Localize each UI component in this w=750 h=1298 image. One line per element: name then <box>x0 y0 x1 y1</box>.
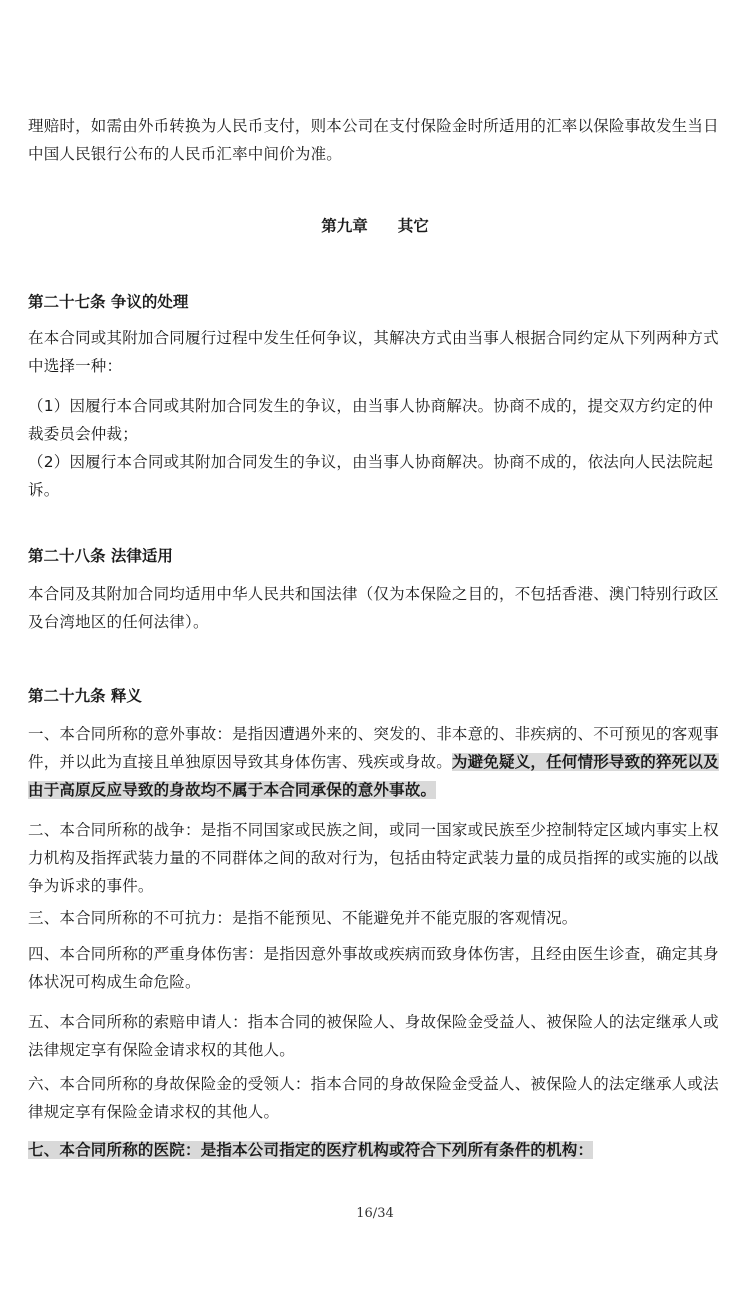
definition-item-1-text: 一、本合同所称的意外事故：是指因遭遇外来的、突发的、非本意的、非疾病的、不可预见的客观事件，并以此为直接且单独原因导致其身体伤害、残疾或身故。 <box>28 725 719 771</box>
definition-item-7 <box>28 1136 724 1164</box>
definition-item-1 <box>28 720 724 804</box>
chapter-number: 第九章 <box>321 217 368 235</box>
chapter-heading <box>0 212 750 240</box>
intro-paragraph: 理赔时，如需由外币转换为人民币支付，则本公司在支付保险金时所适用的汇率以保险事故发生当日中国人民银行公布的人民币汇率中间价为准。 <box>28 117 719 163</box>
definition-item-5: 五、本合同所称的索赔申请人：指本合同的被保险人、身故保险金受益人、被保险人的法定继承人或法律规定享有保险金请求权的其他人。 <box>28 1013 719 1059</box>
article-29-heading: 第二十九条 释义 <box>28 687 142 705</box>
page-number: 16/34 <box>356 1206 394 1221</box>
article-27-heading: 第二十七条 争议的处理 <box>28 293 189 311</box>
article-27-option-1: （1）因履行本合同或其附加合同发生的争议，由当事人协商解决。协商不成的，提交双方约定的仲裁委员会仲裁； <box>28 397 714 443</box>
definition-item-2: 二、本合同所称的战争：是指不同国家或民族之间，或同一国家或民族至少控制特定区域内事实上权力机构及指挥武装力量的不同群体之间的敌对行为，包括由特定武装力量的成员指挥的或实施的以战争为诉求的事件。 <box>28 821 719 895</box>
definition-item-7-highlight: 七、本合同所称的医院：是指本公司指定的医疗机构或符合下列所有条件的机构： <box>28 1141 594 1159</box>
definition-item-4: 四、本合同所称的严重身体伤害：是指因意外事故或疾病而致身体伤害，且经由医生诊查，确定其身体状况可构成生命危险。 <box>28 945 719 991</box>
article-27-option-2: （2）因履行本合同或其附加合同发生的争议，由当事人协商解决。协商不成的，依法向人民法院起诉。 <box>28 453 714 499</box>
article-27-body: 在本合同或其附加合同履行过程中发生任何争议，其解决方式由当事人根据合同约定从下列两种方式中选择一种： <box>28 329 719 375</box>
article-28-body: 本合同及其附加合同均适用中华人民共和国法律（仅为本保险之目的，不包括香港、澳门特别行政区及台湾地区的任何法律）。 <box>28 585 719 631</box>
chapter-title: 其它 <box>397 217 429 235</box>
article-28-heading: 第二十八条 法律适用 <box>28 547 173 565</box>
definition-item-3: 三、本合同所称的不可抗力：是指不能预见、不能避免并不能克服的客观情况。 <box>28 909 578 927</box>
definition-item-6: 六、本合同所称的身故保险金的受领人：指本合同的身故保险金受益人、被保险人的法定继承人或法律规定享有保险金请求权的其他人。 <box>28 1075 719 1121</box>
definition-item-1-highlight: 为避免疑义，任何情形导致的猝死以及由于高原反应导致的身故均不属于本合同承保的意外事故。 <box>28 753 719 799</box>
